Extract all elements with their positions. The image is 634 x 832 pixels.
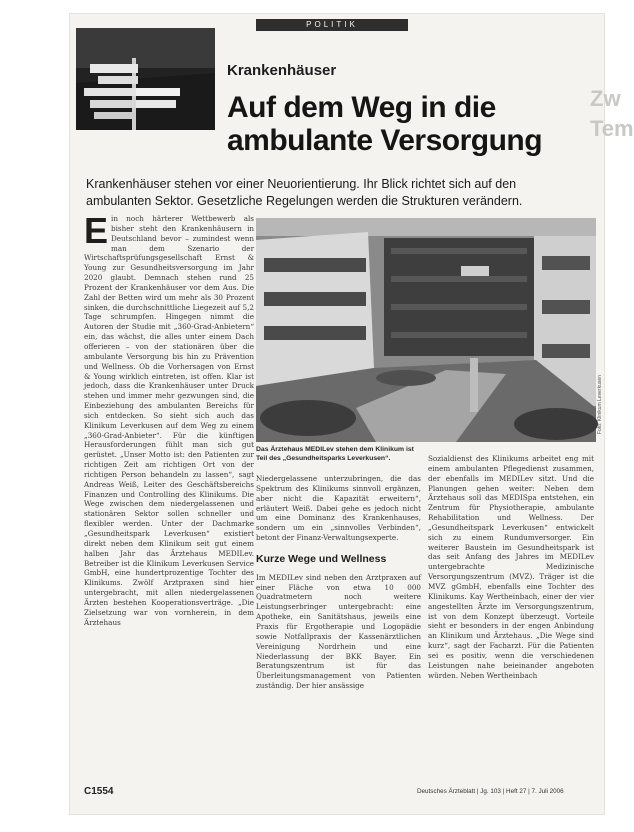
column-1-text: in noch härterer Wettbewerb als bisher steht den Krankenhäusern in Deutschland bevor – zumindest wenn man dem Szenario der Wirtschaftsprüfungsgesellschaft Ernst & Young zur Gesundheitsversorgung im Jahr 2020 glaubt. Demnach stehen rund 25 Prozent der Krankenhäuser vor dem Aus. Die Zahl der Betten wird um mehr als 30 Prozent sinken, die durchschnittliche Liegezeit auf 5,2 Tage schrumpfen. Hingegen nimmt die Autoren der Studie mit „360-Grad-Anbietern“ ein, das wächst, die alles unter einem Dach offerieren – von der stationären über die ambulante Versorgung bis hin zu Prävention und Wellness. Ob die Vorhersagen von Ernst & Young wirklich eintreten, ist offen. Klar ist jedoch, dass die Krankenhäuser unter Druck stehen und immer mehr gezwungen sind, die Einbeziehung des ambulanten Bereichs für sich entdecken. So sieht sich auch das Klinikum Leverkusen auf dem Weg zu einem „360-Grad-Anbieter“. Für die künftigen Herausforderungen fühlt man sich gut gerüstet. „Unser Motto ist: den Patienten zur richtigen Zeit am richtigen Ort von der richtigen Person behandeln zu lassen“, sagt Andreas Weiß, Leiter des Geschäftsbereichs Finanzen und Controlling des Klinikums. Die Wege zwischen dem niedergelassenen und stationären Sektor sollen schneller und flexibler werden. Unter der Dachmarke „Gesundheitspark Leverkusen“ existiert direkt neben dem Klinikum seit gut einem halben Jahr das Ärztehaus MEDILev. Betreiber ist die Klinikum Leverkusen Service GmbH, eine hundertprozentige Tochter des Klinikums. Zwölf Arztpraxen sind hier untergebracht, mit allen niedergelassenen Ärzten bestehen Kooperationsverträge. „Die Zielsetzung war von vornherein, in dem Ärztehaus xyxy=(84,214,254,627)
page-number: C1554 xyxy=(84,786,114,797)
signpost-photo xyxy=(76,28,215,130)
headline-line-2: ambulante Versorgung xyxy=(227,124,543,157)
section-label: POLITIK xyxy=(256,19,408,31)
building-photo xyxy=(256,218,596,442)
magazine-page xyxy=(70,14,634,814)
column-3-text: Sozialdienst des Klinikums arbeitet eng mit einem ambulanten Pflegedienst zusammen, der ebenfalls im MEDILev sitzt. Und die Planungen gehen weiter: Neben dem Ärztehaus soll das MEDISpa entstehen, ein Zentrum für Physiotherapie, ambulante Rehabilitation und Wellness. Der „Gesundheitspark Leverkusen“ entwickelt sich zu einem Rundumversorger. Ein weiterer Baustein im Gesundheitspark ist das seit Anfang des Jahres im MEDILev untergebrachte Medizinische Versorgungszentrum (MVZ). Träger ist die MVZ gGmbH, ebenfalls eine Tochter des Klinikums. Kay Wertheinbach, einer der vier angestellten Ärzte im Versorgungszentrum, ist von dem Konzept überzeugt. Vorteile sieht er besonders in der engen Anbindung an Klinikum und Ärztehaus. „Die Wege sind kurz“, sagt der Facharzt. Für die Patienten sei es positiv, wenn die verschiedenen Leistungen nahe beieinander angeboten würden. Neben Wertheinbach xyxy=(428,454,594,680)
article-column-2 xyxy=(256,454,421,691)
photo-caption: Das Ärztehaus MEDILev stehen dem Klinikum ist Teil des „Gesundheitsparks Leverkusen“. xyxy=(256,446,414,462)
headline xyxy=(227,91,587,157)
column-2-text-2: Im MEDILev sind neben den Arztpraxen auf einer Fläche von etwa 10 000 Quadratmetern noch weitere Leistungserbringer untergebracht: eine Apotheke, ein Sanitätshaus, jeweils eine Praxis für Ergotherapie und Logopädie sowie Notfallpraxis der Kassenärztlichen Vereinigung Nordrhein und eine Niederlassung der BKK Bayer. Ein Beratungszentrum ist für das Überleitungsmanagement von Patienten zuständig. Der hier ansässige xyxy=(256,572,421,691)
bleed-through-text: Zw Tem xyxy=(590,86,634,141)
article-column-1 xyxy=(84,210,254,627)
subheading: Kurze Wege und Wellness xyxy=(256,552,387,565)
journal-footer: Deutsches Ärzteblatt | Jg. 103 | Heft 27 | 7. Juli 2006 xyxy=(417,788,564,795)
drop-cap: E xyxy=(84,210,109,251)
kicker: Krankenhäuser xyxy=(227,62,337,79)
headline-line-1: Auf dem Weg in die xyxy=(227,91,496,124)
article-column-3 xyxy=(428,454,594,680)
photo-credit: Foto: Klinikum Leverkusen xyxy=(597,375,603,434)
lead-paragraph: Krankenhäuser stehen vor einer Neuorientierung. Ihr Blick richtet sich auf den ambulanten Sektor. Gesetzliche Regelungen werden die Strukturen verändern. xyxy=(86,177,523,208)
column-2-text-1: Niedergelassene unterzubringen, die das Spektrum des Klinikums sinnvoll ergänzen, aber nicht die Kapazität erweitern“, erläutert Weiß. Dabei gehe es jedoch nicht um eine Dominanz des Krankenhauses, sondern um ein „sinnvolles Verbinden“, betont der Finanz-Verwaltungsexperte. xyxy=(256,474,421,543)
